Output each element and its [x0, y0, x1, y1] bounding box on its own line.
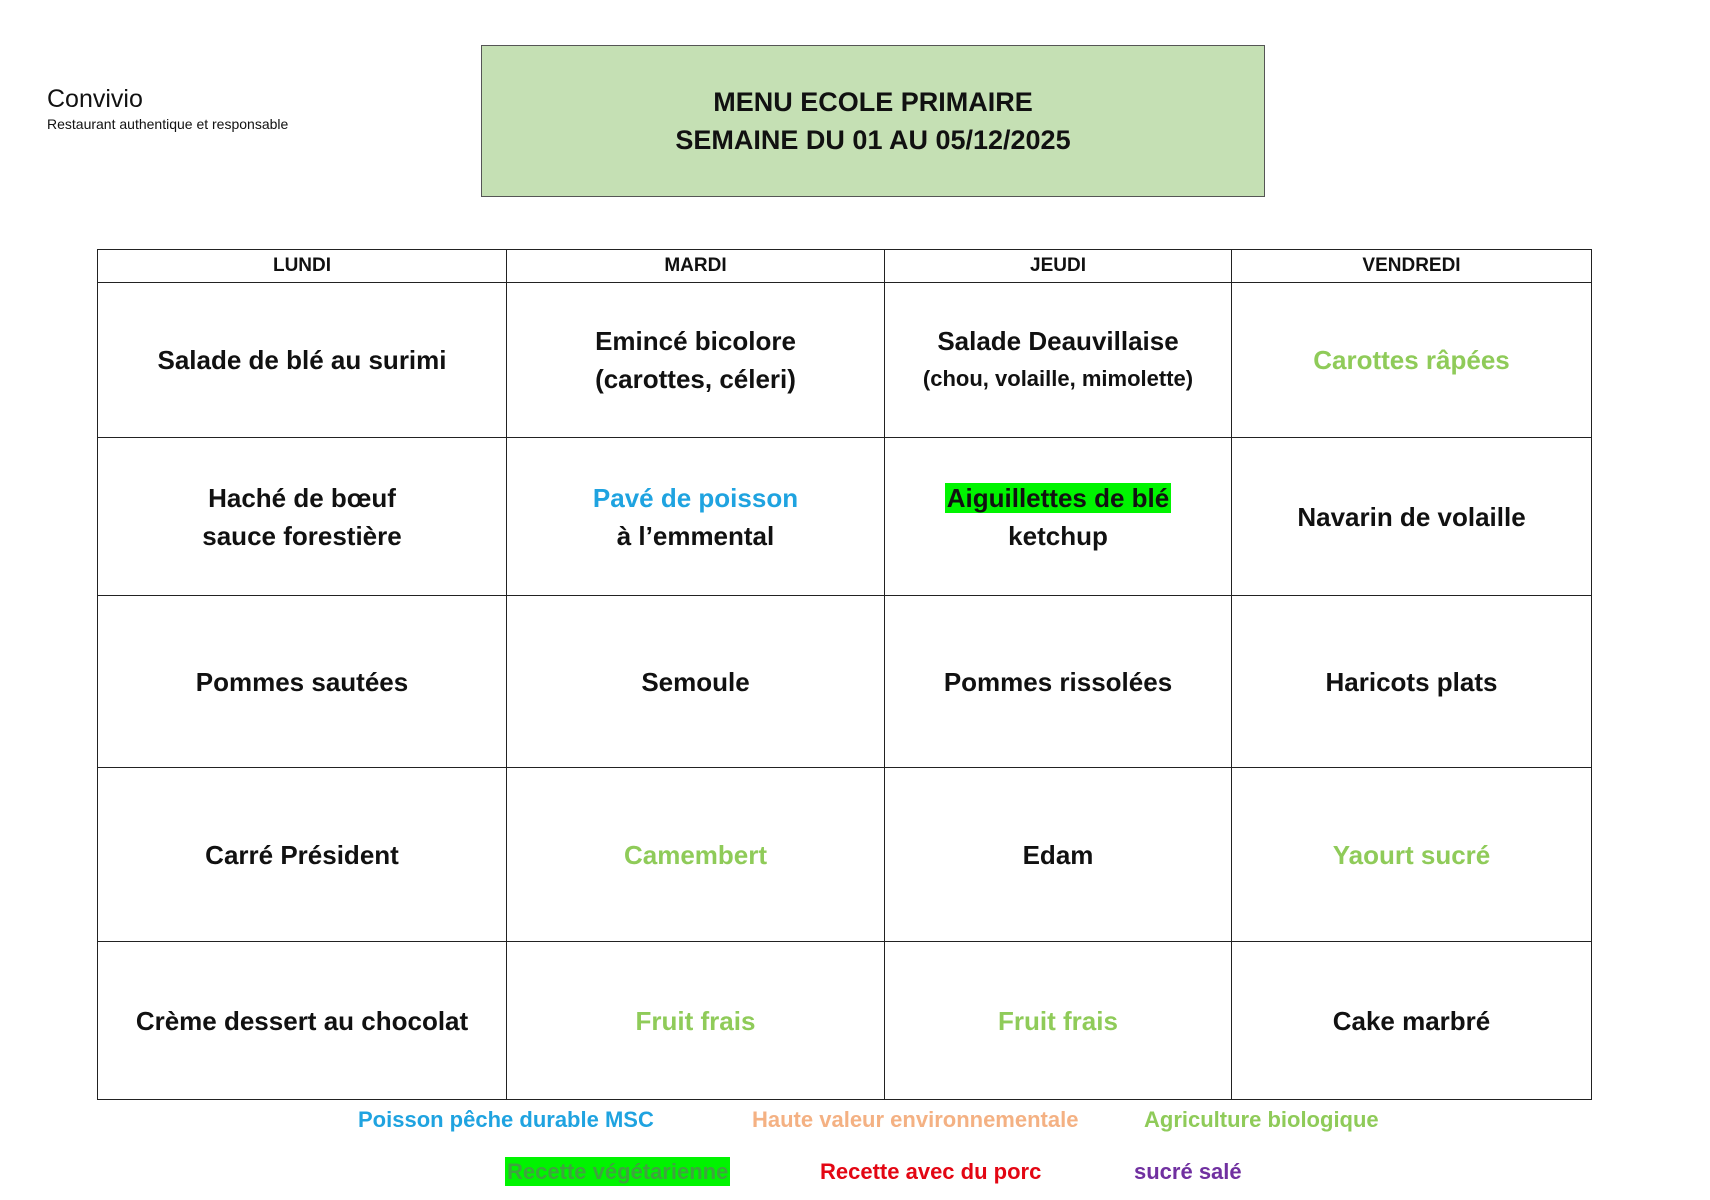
side-mardi: Semoule [507, 596, 885, 768]
starter-vendredi: Carottes râpées [1232, 283, 1592, 438]
day-header-mardi: MARDI [507, 250, 885, 283]
brand-tagline: Restaurant authentique et responsable [47, 116, 289, 132]
side-vendredi: Haricots plats [1232, 596, 1592, 768]
menu-week: SEMAINE DU 01 AU 05/12/2025 [675, 125, 1071, 155]
main-lundi: Haché de bœuf sauce forestière [98, 438, 507, 596]
legend-bio: Agriculture biologique [1144, 1107, 1379, 1132]
main-vendredi: Navarin de volaille [1232, 438, 1592, 596]
dairy-jeudi: Edam [885, 768, 1232, 942]
day-header-vendredi: VENDREDI [1232, 250, 1592, 283]
legend-sweet-salty: sucré salé [1134, 1159, 1242, 1184]
starter-row [98, 283, 1592, 438]
day-header-lundi: LUNDI [98, 250, 507, 283]
side-row [98, 596, 1592, 768]
side-jeudi: Pommes rissolées [885, 596, 1232, 768]
dessert-row [98, 942, 1592, 1100]
vegetarian-highlight: Aiguillettes de blé [946, 482, 1170, 513]
menu-table [97, 249, 1592, 1100]
menu-title-box [481, 45, 1265, 197]
main-row [98, 438, 1592, 596]
legend-msc: Poisson pêche durable MSC [358, 1107, 654, 1132]
brand [47, 84, 288, 132]
legend-veg: Recette végétarienne [507, 1159, 729, 1184]
dessert-vendredi: Cake marbré [1232, 942, 1592, 1100]
dairy-vendredi: Yaourt sucré [1232, 768, 1592, 942]
dessert-mardi: Fruit frais [507, 942, 885, 1100]
side-lundi: Pommes sautées [98, 596, 507, 768]
brand-name: Convivio [47, 85, 143, 113]
main-jeudi: Aiguillettes de blé ketchup [885, 438, 1232, 596]
legend-pork: Recette avec du porc [820, 1159, 1042, 1184]
legend-hve: Haute valeur environnementale [752, 1107, 1079, 1132]
starter-jeudi: Salade Deauvillaise (chou, volaille, mimolette) [885, 283, 1232, 438]
day-header-row [98, 250, 1592, 283]
dairy-mardi: Camembert [507, 768, 885, 942]
starter-lundi: Salade de blé au surimi [98, 283, 507, 438]
main-mardi: Pavé de poisson à l’emmental [507, 438, 885, 596]
day-header-jeudi: JEUDI [885, 250, 1232, 283]
dairy-lundi: Carré Président [98, 768, 507, 942]
starter-mardi: Emincé bicolore (carottes, céleri) [507, 283, 885, 438]
dessert-jeudi: Fruit frais [885, 942, 1232, 1100]
dessert-lundi: Crème dessert au chocolat [98, 942, 507, 1100]
dairy-row [98, 768, 1592, 942]
menu-title: MENU ECOLE PRIMAIRE [713, 87, 1033, 117]
